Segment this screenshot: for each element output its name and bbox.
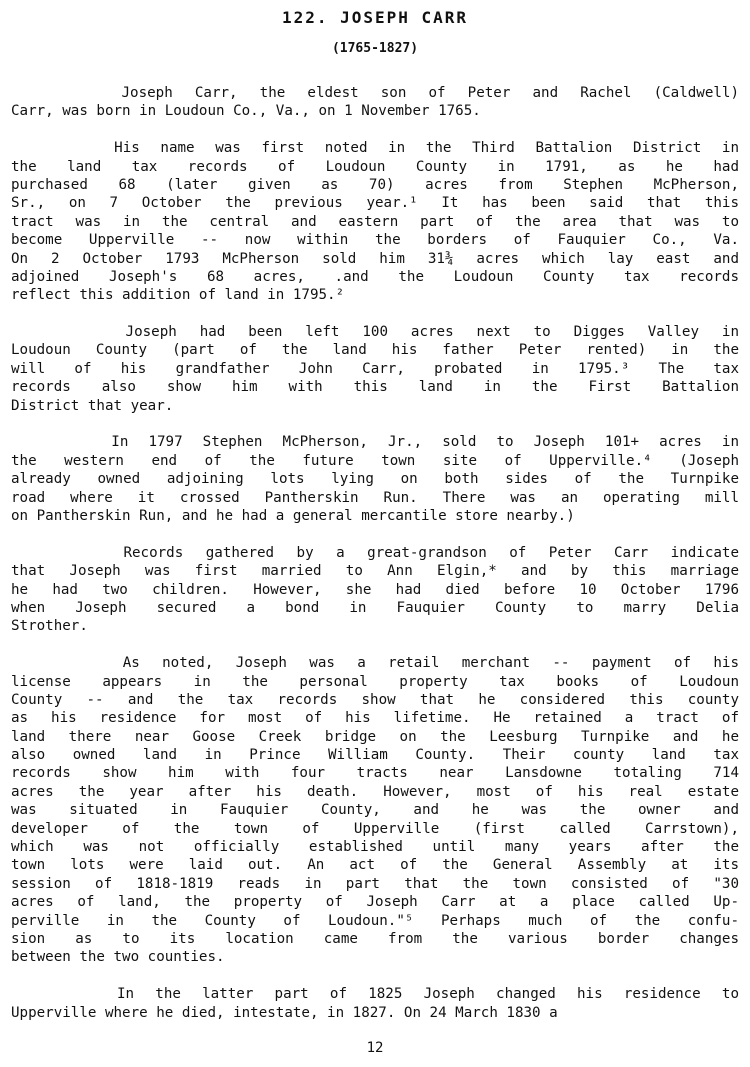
text-line: already owned adjoining lots lying on both sides of the Turnpike <box>11 471 739 488</box>
text-line: Loudoun County (part of the land his father Peter rented) in the <box>11 342 739 359</box>
text-line: as his residence for most of his lifetime. He retained a tract of <box>11 710 739 727</box>
paragraph <box>11 544 739 636</box>
text-line: road where it crossed Pantherskin Run. There was an operating mill <box>11 489 739 506</box>
text-line: Joseph Carr, the eldest son of Peter and Rachel (Caldwell) <box>11 85 739 101</box>
text-line: In the latter part of 1825 Joseph changed his residence to <box>11 986 739 1003</box>
text-line: which was not officially established until many years after the <box>11 839 739 856</box>
text-line: As noted, Joseph was a retail merchant -- payment of his <box>11 655 739 672</box>
text-line: On 2 October 1793 McPherson sold him 31¾ acres which lay east and <box>11 250 739 267</box>
text-line: was situated in Fauquier County, and he was the owner and <box>11 802 739 819</box>
paragraph <box>11 84 739 121</box>
text-line: he had two children. However, she had died before 10 October 1796 <box>11 581 739 598</box>
text-line: adjoined Joseph's 68 acres, .and the Loudoun County tax records <box>11 268 739 285</box>
life-dates: (1765-1827) <box>331 41 419 56</box>
text-line: Upperville where he died, intestate, in 1827. On 24 March 1830 a <box>11 1004 558 1021</box>
text-line: In 1797 Stephen McPherson, Jr., sold to Joseph 101+ acres in <box>11 434 739 451</box>
text-line: Sr., on 7 October the previous year.¹ It has been said that this <box>11 195 739 212</box>
paragraph <box>11 985 739 1022</box>
text-line: sion as to its location came from the various border changes <box>11 930 739 947</box>
text-line: records show him with four tracts near Lansdowne totaling 714 <box>11 765 739 782</box>
text-line: District that year. <box>11 397 174 414</box>
text-line: session of 1818-1819 reads in part that the town consisted of "30 <box>11 875 739 892</box>
text-line: town lots were laid out. An act of the General Assembly at its <box>11 857 739 874</box>
text-line: perville in the County of Loudoun."⁵ Perhaps much of the confu- <box>11 912 739 929</box>
text-line: will of his grandfather John Carr, probated in 1795.³ The tax <box>11 360 739 377</box>
text-line: Strother. <box>11 618 88 635</box>
text-line: purchased 68 (later given as 70) acres from Stephen McPherson, <box>11 176 739 193</box>
text-line: acres of land, the property of Joseph Carr at a place called Up- <box>11 894 739 911</box>
text-line: between the two counties. <box>11 949 225 966</box>
text-line: His name was first noted in the Third Battalion District in <box>11 140 739 157</box>
paragraph <box>11 654 739 967</box>
text-line: the land tax records of Loudoun County in 1791, as he had <box>11 158 739 175</box>
text-line: license appears in the personal property tax books of Loudoun <box>11 673 739 690</box>
text-line: Joseph had been left 100 acres next to Digges Valley in <box>11 324 739 341</box>
paragraph <box>11 433 739 525</box>
text-line: developer of the town of Upperville (first called Carrstown), <box>11 820 739 837</box>
text-line: acres the year after his death. However, most of his real estate <box>11 783 739 800</box>
page-number: 12 <box>366 1040 384 1056</box>
text-line: the western end of the future town site of Upperville.⁴ (Joseph <box>11 452 739 469</box>
text-line: County -- and the tax records show that he considered this county <box>11 691 739 708</box>
text-line: tract was in the central and eastern part of the area that was to <box>11 213 739 230</box>
text-line: Carr, was born in Loudoun Co., Va., on 1 November 1765. <box>11 103 481 120</box>
text-line: records also show him with this land in the First Battalion <box>11 379 739 396</box>
document-body <box>11 84 739 1040</box>
text-line: become Upperville -- now within the borders of Fauquier Co., Va. <box>11 232 739 249</box>
text-line: on Pantherskin Run, and he had a general mercantile store nearby.) <box>11 507 575 524</box>
text-line: that Joseph was first married to Ann Elgin,* and by this marriage <box>11 563 739 580</box>
text-line: also owned land in Prince William County. Their county land tax <box>11 747 739 764</box>
paragraph <box>11 139 739 305</box>
text-line: reflect this addition of land in 1795.² <box>11 287 345 304</box>
text-line: land there near Goose Creek bridge on the Leesburg Turnpike and he <box>11 728 739 745</box>
text-line: when Joseph secured a bond in Fauquier County to marry Delia <box>11 599 739 616</box>
page-title: 122. JOSEPH CARR <box>281 8 469 27</box>
paragraph <box>11 323 739 415</box>
text-line: Records gathered by a great-grandson of Peter Carr indicate <box>11 544 739 561</box>
